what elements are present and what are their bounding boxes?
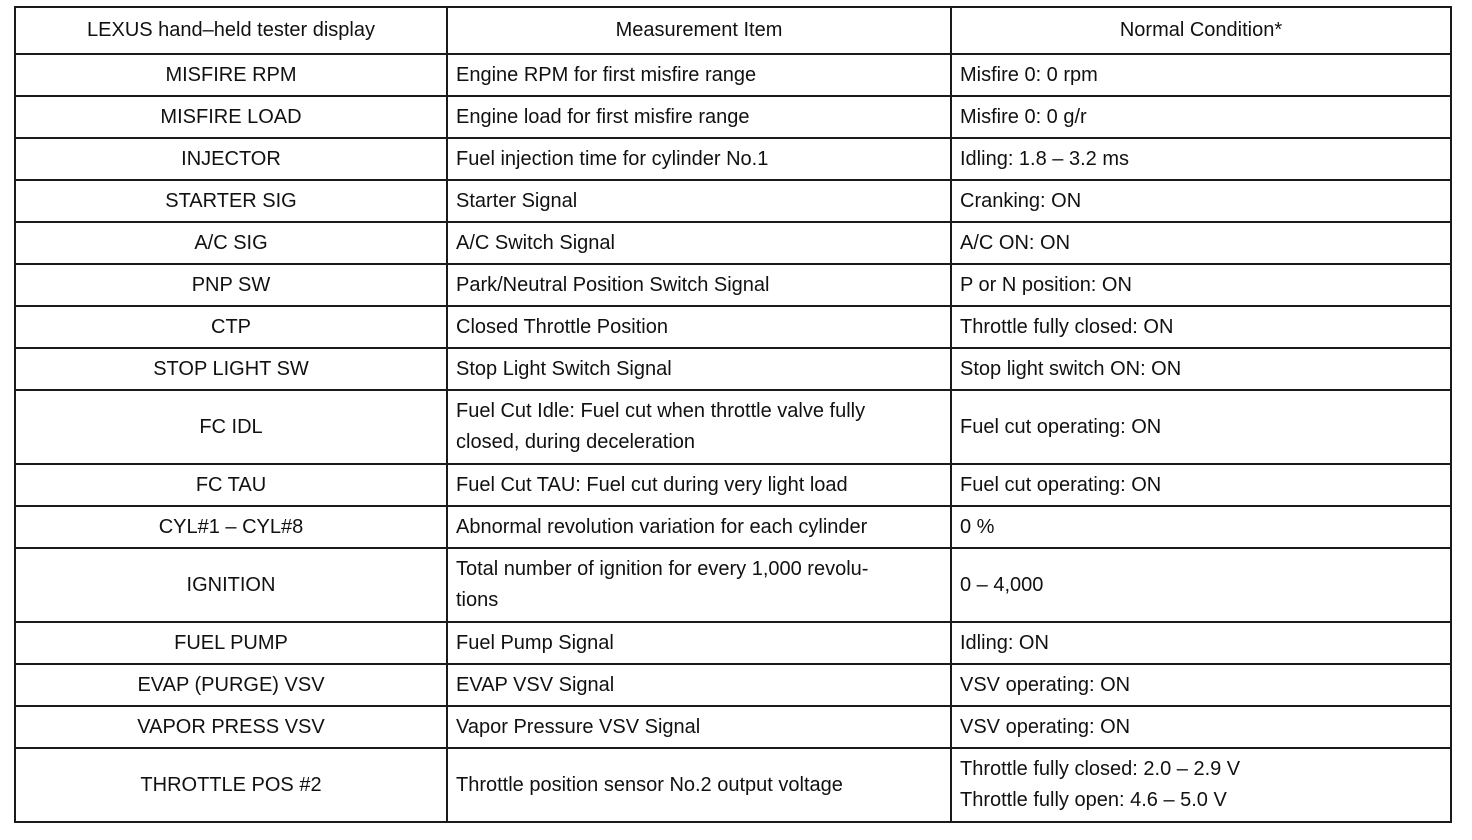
cell-tester-display: FC TAU xyxy=(15,464,447,506)
cell-measurement-item xyxy=(447,348,951,390)
table-row xyxy=(15,306,1451,348)
cell-normal-condition xyxy=(951,348,1451,390)
measurement-item-line: Fuel Cut Idle: Fuel cut when throttle valve fully xyxy=(456,400,866,422)
normal-condition-line: Throttle fully closed: 2.0 – 2.9 V xyxy=(960,758,1241,780)
measurement-item-line: EVAP VSV Signal xyxy=(456,673,615,696)
data-list-table-container xyxy=(14,6,1452,823)
measurement-item-line: closed, during deceleration xyxy=(456,431,696,453)
cell-tester-display: STOP LIGHT SW xyxy=(15,348,447,390)
cell-measurement-item xyxy=(447,706,951,748)
normal-condition-line: Cranking: ON xyxy=(960,189,1082,212)
cell-tester-display: MISFIRE RPM xyxy=(15,54,447,96)
cell-normal-condition xyxy=(951,54,1451,96)
cell-measurement-item xyxy=(447,180,951,222)
cell-normal-condition xyxy=(951,506,1451,548)
measurement-item-line: Engine load for first misfire range xyxy=(456,105,750,128)
cell-measurement-item xyxy=(447,390,951,464)
cell-normal-condition xyxy=(951,264,1451,306)
cell-tester-display: EVAP (PURGE) VSV xyxy=(15,664,447,706)
normal-condition-line: Throttle fully open: 4.6 – 5.0 V xyxy=(960,789,1227,811)
cell-normal-condition xyxy=(951,622,1451,664)
measurement-item-line: Abnormal revolution variation for each cylinder xyxy=(456,515,868,538)
measurement-item-line: Engine RPM for first misfire range xyxy=(456,63,757,86)
cell-normal-condition xyxy=(951,548,1451,622)
table-row xyxy=(15,264,1451,306)
cell-tester-display: INJECTOR xyxy=(15,138,447,180)
normal-condition-line: VSV operating: ON xyxy=(960,673,1131,696)
normal-condition-line: Misfire 0: 0 g/r xyxy=(960,105,1087,128)
cell-tester-display: STARTER SIG xyxy=(15,180,447,222)
cell-normal-condition xyxy=(951,138,1451,180)
table-row xyxy=(15,348,1451,390)
measurement-item-line: A/C Switch Signal xyxy=(456,231,615,254)
cell-measurement-item xyxy=(447,548,951,622)
cell-measurement-item xyxy=(447,506,951,548)
cell-measurement-item xyxy=(447,306,951,348)
normal-condition-line: Fuel cut operating: ON xyxy=(960,415,1162,438)
cell-measurement-item xyxy=(447,264,951,306)
table-header-row xyxy=(15,7,1451,54)
cell-measurement-item xyxy=(447,748,951,822)
measurement-item-line: Throttle position sensor No.2 output voltage xyxy=(456,773,843,796)
table-row xyxy=(15,390,1451,464)
normal-condition-line: Idling: ON xyxy=(960,631,1049,654)
cell-measurement-item xyxy=(447,222,951,264)
cell-tester-display: CYL#1 – CYL#8 xyxy=(15,506,447,548)
table-row xyxy=(15,506,1451,548)
cell-measurement-item xyxy=(447,96,951,138)
cell-measurement-item xyxy=(447,54,951,96)
cell-normal-condition xyxy=(951,96,1451,138)
table-row xyxy=(15,622,1451,664)
data-list-table xyxy=(14,6,1452,823)
table-row xyxy=(15,222,1451,264)
table-row xyxy=(15,664,1451,706)
header-tester-display: LEXUS hand–held tester display xyxy=(15,7,447,54)
normal-condition-line: 0 – 4,000 xyxy=(960,573,1044,596)
table-row xyxy=(15,548,1451,622)
normal-condition-line: Misfire 0: 0 rpm xyxy=(960,63,1098,86)
normal-condition-line: Idling: 1.8 – 3.2 ms xyxy=(960,147,1129,170)
cell-normal-condition xyxy=(951,390,1451,464)
cell-normal-condition xyxy=(951,222,1451,264)
table-row xyxy=(15,96,1451,138)
cell-tester-display: PNP SW xyxy=(15,264,447,306)
cell-measurement-item xyxy=(447,464,951,506)
table-row xyxy=(15,180,1451,222)
normal-condition-line: VSV operating: ON xyxy=(960,715,1131,738)
cell-normal-condition xyxy=(951,306,1451,348)
measurement-item-line: tions xyxy=(456,589,499,611)
normal-condition-line: Throttle fully closed: ON xyxy=(960,315,1174,338)
cell-normal-condition xyxy=(951,664,1451,706)
cell-tester-display: FUEL PUMP xyxy=(15,622,447,664)
cell-measurement-item xyxy=(447,622,951,664)
cell-tester-display: IGNITION xyxy=(15,548,447,622)
cell-measurement-item xyxy=(447,664,951,706)
normal-condition-line: Stop light switch ON: ON xyxy=(960,357,1182,380)
normal-condition-line: 0 % xyxy=(960,515,995,538)
measurement-item-line: Fuel Cut TAU: Fuel cut during very light load xyxy=(456,473,848,496)
cell-measurement-item xyxy=(447,138,951,180)
normal-condition-line: Fuel cut operating: ON xyxy=(960,473,1162,496)
cell-tester-display: FC IDL xyxy=(15,390,447,464)
table-row xyxy=(15,464,1451,506)
table-body xyxy=(15,54,1451,822)
measurement-item-line: Starter Signal xyxy=(456,189,578,212)
measurement-item-line: Stop Light Switch Signal xyxy=(456,357,672,380)
cell-normal-condition xyxy=(951,748,1451,822)
cell-tester-display: VAPOR PRESS VSV xyxy=(15,706,447,748)
cell-tester-display: CTP xyxy=(15,306,447,348)
normal-condition-line: A/C ON: ON xyxy=(960,231,1071,254)
measurement-item-line: Vapor Pressure VSV Signal xyxy=(456,715,701,738)
table-row xyxy=(15,138,1451,180)
table-row xyxy=(15,706,1451,748)
cell-tester-display: A/C SIG xyxy=(15,222,447,264)
header-measurement-item: Measurement Item xyxy=(447,7,951,54)
measurement-item-line: Fuel Pump Signal xyxy=(456,631,614,654)
measurement-item-line: Park/Neutral Position Switch Signal xyxy=(456,273,770,296)
table-row xyxy=(15,54,1451,96)
normal-condition-line: P or N position: ON xyxy=(960,273,1132,296)
measurement-item-line: Closed Throttle Position xyxy=(456,315,668,338)
cell-normal-condition xyxy=(951,464,1451,506)
cell-normal-condition xyxy=(951,706,1451,748)
cell-tester-display: THROTTLE POS #2 xyxy=(15,748,447,822)
table-row xyxy=(15,748,1451,822)
measurement-item-line: Fuel injection time for cylinder No.1 xyxy=(456,147,769,170)
measurement-item-line: Total number of ignition for every 1,000 revolu- xyxy=(456,558,869,580)
header-normal-condition: Normal Condition* xyxy=(951,7,1451,54)
cell-normal-condition xyxy=(951,180,1451,222)
cell-tester-display: MISFIRE LOAD xyxy=(15,96,447,138)
